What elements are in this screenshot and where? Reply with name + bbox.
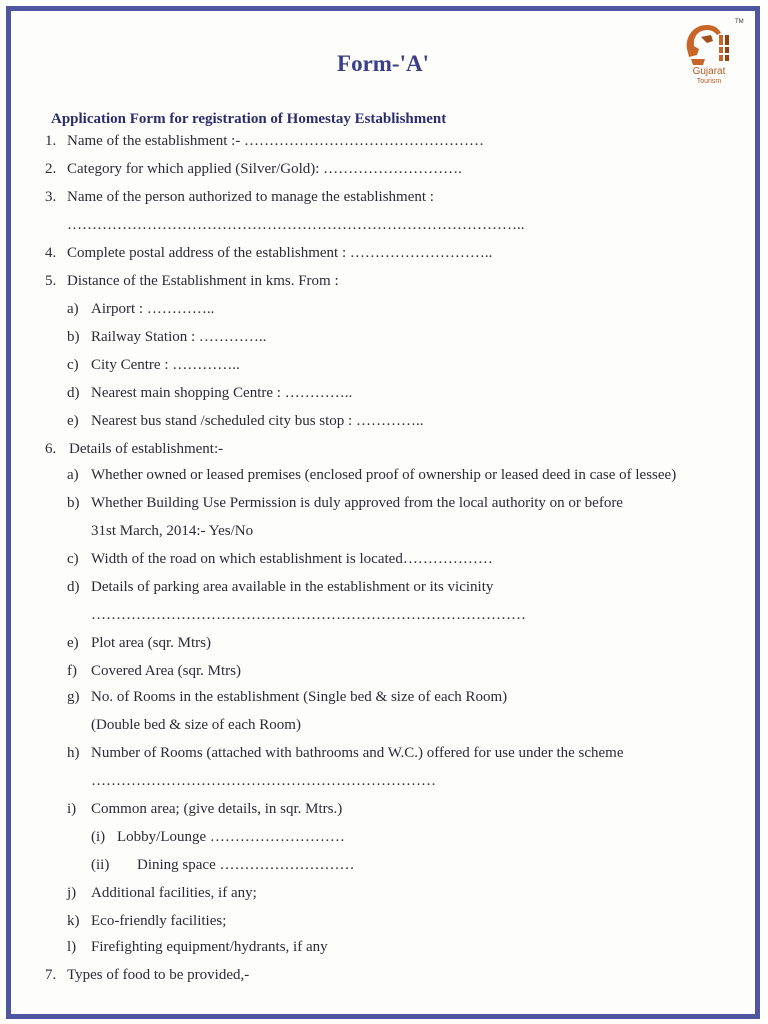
item-number: j) xyxy=(67,885,77,901)
item-text: Width of the road on which establishment is located……………… xyxy=(91,551,493,567)
item-text: Name of the establishment :- ………………………………………… xyxy=(67,133,485,149)
item-text: Complete postal address of the establishment : ……………………….. xyxy=(67,245,493,261)
item-number: a) xyxy=(67,301,79,317)
item-text: Whether Building Use Permission is duly approved from the local authority on or before xyxy=(91,495,623,511)
item-number: l) xyxy=(67,939,77,955)
item-number: 2. xyxy=(45,161,57,177)
item-number: b) xyxy=(67,329,80,345)
item-number: e) xyxy=(67,413,79,429)
item-number: d) xyxy=(67,385,80,401)
item-text: Details of parking area available in the establishment or its vicinity xyxy=(91,579,494,595)
item-text: Nearest main shopping Centre : ………….. xyxy=(91,385,353,401)
trademark-mark: TM xyxy=(735,19,744,25)
logo-wordmark xyxy=(681,67,737,87)
item-number: f) xyxy=(67,663,77,679)
item-text: Plot area (sqr. Mtrs) xyxy=(91,635,211,651)
item-number: a) xyxy=(67,467,79,483)
lion-icon xyxy=(679,19,735,67)
item-text: Firefighting equipment/hydrants, if any xyxy=(91,939,328,955)
item-text: …………………………………………………………………………… xyxy=(91,607,526,623)
item-text: (Double bed & size of each Room) xyxy=(91,717,301,733)
logo-subtitle: Tourism xyxy=(696,78,722,85)
item-text: Name of the person authorized to manage the establishment : xyxy=(67,189,434,205)
item-number: k) xyxy=(67,913,80,929)
item-number: g) xyxy=(67,689,80,705)
item-number: h) xyxy=(67,745,80,761)
item-number: 1. xyxy=(45,133,57,149)
item-text: …………………………………………………………… xyxy=(91,773,436,789)
item-text: Common area; (give details, in sqr. Mtrs.) xyxy=(91,801,343,817)
form-heading: Application Form for registration of Homestay Establishment xyxy=(51,111,447,127)
item-number: i) xyxy=(67,801,77,817)
item-text: Details of establishment:- xyxy=(69,441,224,457)
item-number: (i) xyxy=(91,829,106,845)
gujarat-tourism-logo xyxy=(679,19,744,99)
item-text: Whether owned or leased premises (enclosed proof of ownership or leased deed in case of lessee) xyxy=(91,467,677,483)
item-text: Dining space ……………………… xyxy=(137,857,355,873)
item-number: e) xyxy=(67,635,79,651)
item-text: Eco-friendly facilities; xyxy=(91,913,227,929)
item-text: Nearest bus stand /scheduled city bus stop : ………….. xyxy=(91,413,424,429)
form-title: Form-'A' xyxy=(337,51,429,76)
item-text: Additional facilities, if any; xyxy=(91,885,257,901)
item-text: 31st March, 2014:- Yes/No xyxy=(91,523,254,539)
item-text: Airport : ………….. xyxy=(91,301,215,317)
item-text: Covered Area (sqr. Mtrs) xyxy=(91,663,241,679)
item-text: Category for which applied (Silver/Gold): ………………………. xyxy=(67,161,462,177)
item-number: c) xyxy=(67,357,79,373)
item-text: Types of food to be provided,- xyxy=(67,967,250,983)
item-number: 7. xyxy=(45,967,57,983)
item-number: 5. xyxy=(45,273,57,289)
item-number: 6. xyxy=(45,441,57,457)
item-number: (ii) xyxy=(91,857,110,873)
item-text: Railway Station : ………….. xyxy=(91,329,267,345)
item-text: Distance of the Establishment in kms. From : xyxy=(67,273,339,289)
item-text: Lobby/Lounge ……………………… xyxy=(117,829,345,845)
form-page xyxy=(6,6,760,1019)
item-number: b) xyxy=(67,495,80,511)
item-text: No. of Rooms in the establishment (Single bed & size of each Room) xyxy=(91,689,508,705)
item-number: d) xyxy=(67,579,80,595)
item-text: ……………………………………………………………………………….. xyxy=(67,217,525,233)
item-number: 3. xyxy=(45,189,57,205)
logo-brand: Gujarat xyxy=(692,66,726,77)
item-number: c) xyxy=(67,551,79,567)
item-text: City Centre : ………….. xyxy=(91,357,240,373)
item-text: Number of Rooms (attached with bathrooms and W.C.) offered for use under the scheme xyxy=(91,745,624,761)
item-number: 4. xyxy=(45,245,57,261)
